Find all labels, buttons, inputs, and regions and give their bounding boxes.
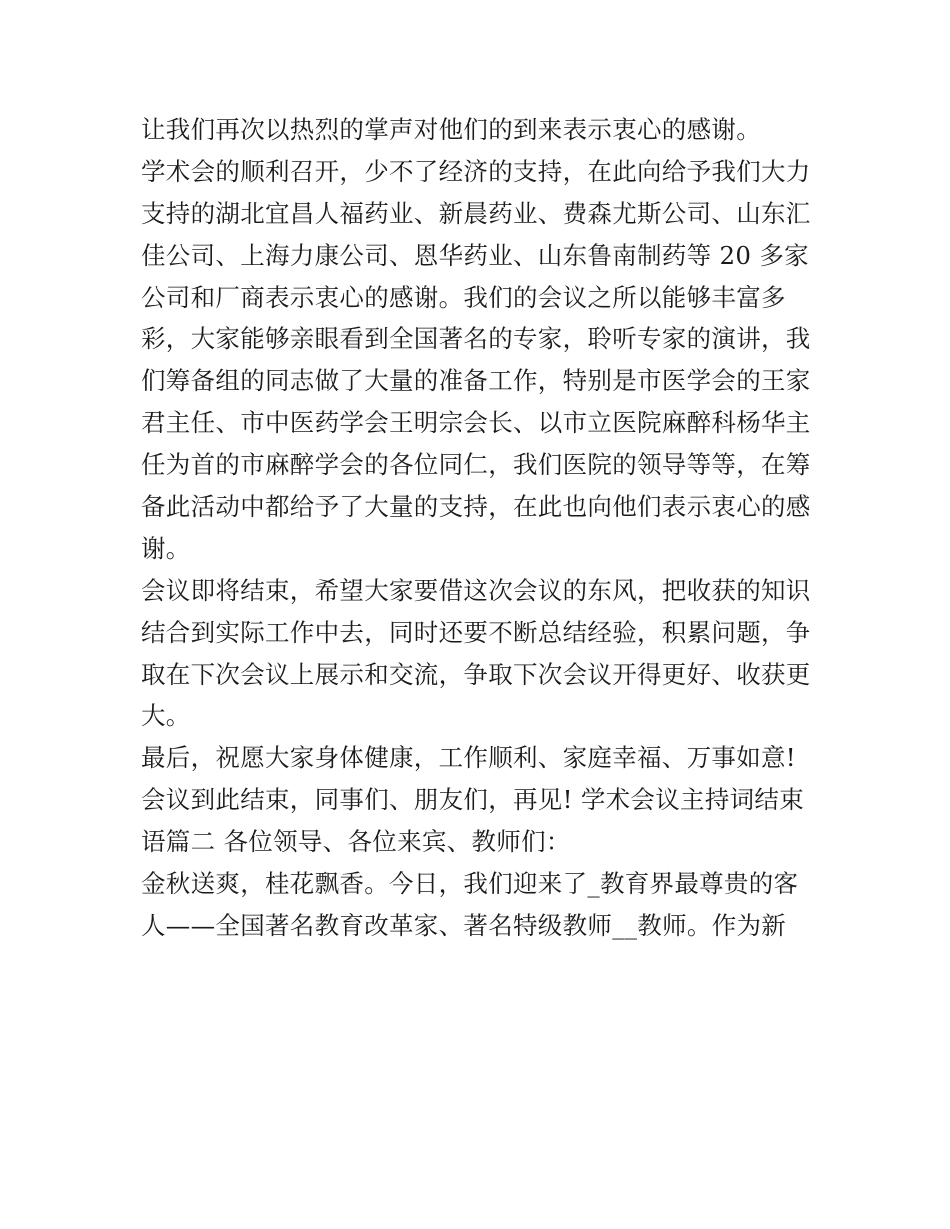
text-line: 人——全国著名教育改革家、著名特级教师__教师。作为新	[141, 910, 787, 940]
text-line: 语篇二 各位领导、各位来宾、教师们：	[141, 827, 571, 857]
text-line: 结合到实际工作中去，同时还要不断总结经验，积累问题，争	[141, 617, 811, 647]
text-line: 备此活动中都给予了大量的支持，在此也向他们表示衷心的感	[141, 492, 811, 522]
text-line: 让我们再次以热烈的掌声对他们的到来表示衷心的感谢。	[141, 115, 761, 144]
text-line: 支持的湖北宜昌人福药业、新晨药业、费森尤斯公司、山东汇	[141, 198, 811, 228]
text-line: 谢。	[141, 533, 191, 563]
text-line: 金秋送爽，桂花飘香。今日，我们迎来了_教育界最尊贵的客	[141, 869, 799, 899]
text-line: 君主任、市中医药学会王明宗会长、以市立医院麻醉科杨华主	[141, 408, 811, 438]
text-line: 取在下次会议上展示和交流，争取下次会议开得更好、收获更	[141, 659, 811, 689]
text-line: 会议即将结束，希望大家要借这次会议的东风，把收获的知识	[141, 575, 811, 605]
document-body	[141, 109, 821, 947]
text-line: 会议到此结束，同事们、朋友们，再见! 学术会议主持词结束	[141, 785, 805, 815]
text-line: 彩，大家能够亲眼看到全国著名的专家，聆听专家的演讲，我	[141, 324, 811, 354]
text-line: 最后，祝愿大家身体健康，工作顺利、家庭幸福、万事如意!	[141, 743, 796, 773]
text-line: 公司和厂商表示衷心的感谢。我们的会议之所以能够丰富多	[141, 282, 786, 312]
text-line: 佳公司、上海力康公司、恩华药业、山东鲁南制药等 20 多家	[141, 240, 809, 270]
text-line: 们筹备组的同志做了大量的准备工作，特别是市医学会的王家	[141, 366, 811, 396]
text-line: 学术会的顺利召开，少不了经济的支持，在此向给予我们大力	[141, 156, 811, 186]
text-line: 任为首的市麻醉学会的各位同仁，我们医院的领导等等，在筹	[141, 450, 811, 480]
text-line: 大。	[141, 701, 191, 731]
